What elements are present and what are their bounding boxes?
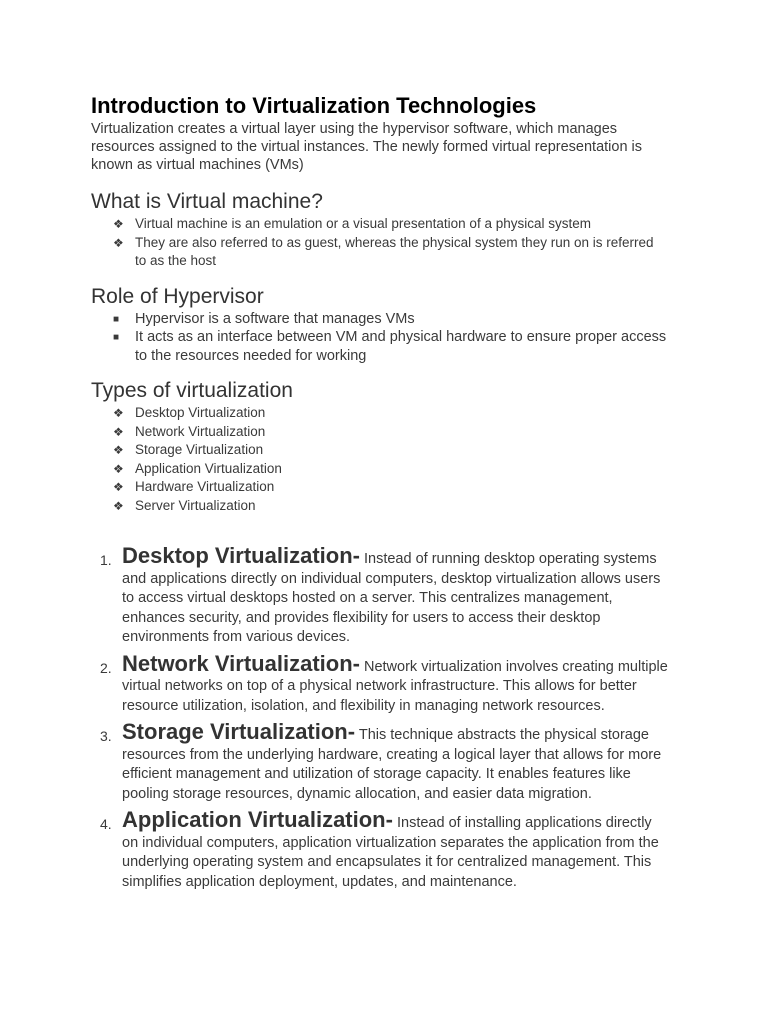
diamond-bullet-icon: ❖ (113, 424, 124, 439)
list-item (113, 497, 668, 516)
list-item-text: Hardware Virtualization (135, 479, 275, 494)
virtualization-details-list (91, 543, 668, 892)
detail-text: Network virtualization involves creating multiple virtual networks on top of a physical network infrastructure. This allows for better resource utilization, isolation, and flexibility in managing network resources. (122, 658, 668, 714)
list-item (113, 215, 668, 234)
item-number: 1. (100, 552, 112, 568)
list-item-text: They are also referred to as guest, whereas the physical system they run on is referred to as the host (135, 234, 654, 268)
list-item (113, 460, 668, 479)
list-item-text: Storage Virtualization (135, 442, 264, 457)
list-item (113, 441, 668, 460)
heading-role-of-hypervisor: Role of Hypervisor (91, 284, 264, 308)
square-bullet-icon: ■ (113, 313, 120, 325)
list-item (113, 478, 668, 497)
detail-text: Instead of running desktop operating systems and applications directly on individual computers, desktop virtualization allows users to access virtual desktops hosted on a server. This centralizes management, enhances security, and provides flexibility for users to access their desktop environments from various devices. (122, 551, 661, 645)
list-item-text: Virtual machine is an emulation or a visual presentation of a physical system (135, 216, 591, 231)
list-item-text: Desktop Virtualization (135, 405, 266, 420)
list-item (113, 423, 668, 442)
list-item (113, 404, 668, 423)
detail-term: Storage Virtualization- (122, 719, 356, 744)
detail-item-application (100, 807, 668, 892)
diamond-bullet-icon: ❖ (113, 480, 124, 494)
list-item-text: It acts as an interface between VM and physical hardware to ensure proper access to the resources needed for working (135, 329, 667, 364)
diamond-bullet-icon: ❖ (113, 217, 124, 231)
item-number: 4. (100, 816, 112, 832)
diamond-bullet-icon: ❖ (113, 406, 124, 420)
list-item (113, 234, 668, 271)
list-item (113, 310, 668, 329)
item-number: 2. (100, 659, 112, 676)
detail-term: Application Virtualization- (122, 807, 393, 832)
diamond-bullet-icon: ❖ (113, 498, 124, 513)
detail-item-network (100, 650, 668, 717)
diamond-bullet-icon: ❖ (113, 461, 124, 476)
diamond-bullet-icon: ❖ (113, 443, 124, 457)
detail-text: Instead of installing applications directly on individual computers, application virtualization separates the application from the underlying operating system and encapsulates it for centralized management. This simplifies application deployment, updates, and maintenance. (122, 815, 659, 890)
detail-term: Network Virtualization- (122, 650, 360, 676)
list-item (113, 328, 668, 365)
detail-item-desktop (100, 543, 668, 648)
diamond-bullet-icon: ❖ (113, 235, 124, 250)
types-bullet-list (91, 404, 668, 515)
detail-item-storage (100, 719, 668, 804)
vm-bullet-list (91, 215, 668, 271)
list-item-text: Application Virtualization (135, 460, 282, 476)
heading-types-of-virtualization: Types of virtualization (91, 379, 293, 402)
hypervisor-bullet-list (91, 310, 668, 366)
list-item-text: Network Virtualization (135, 423, 266, 439)
document-title: Introduction to Virtualization Technologies (91, 93, 537, 118)
item-number: 3. (100, 728, 112, 744)
square-bullet-icon: ■ (113, 332, 120, 343)
detail-term: Desktop Virtualization- (122, 543, 360, 568)
intro-paragraph: Virtualization creates a virtual layer using the hypervisor software, which manages resources assigned to the virtual instances. The newly formed virtual representation is known as virtual machines (VMs) (91, 121, 643, 173)
heading-virtual-machine: What is Virtual machine? (91, 190, 323, 213)
list-item-text: Server Virtualization (135, 497, 256, 513)
list-item-text: Hypervisor is a software that manages VMs (135, 310, 415, 327)
detail-text: This technique abstracts the physical storage resources from the underlying hardware, creating a logical layer that allows for more efficient management and utilization of storage capacity. It enables features like pooling storage resources, dynamic allocation, and easier data migration. (122, 727, 662, 802)
